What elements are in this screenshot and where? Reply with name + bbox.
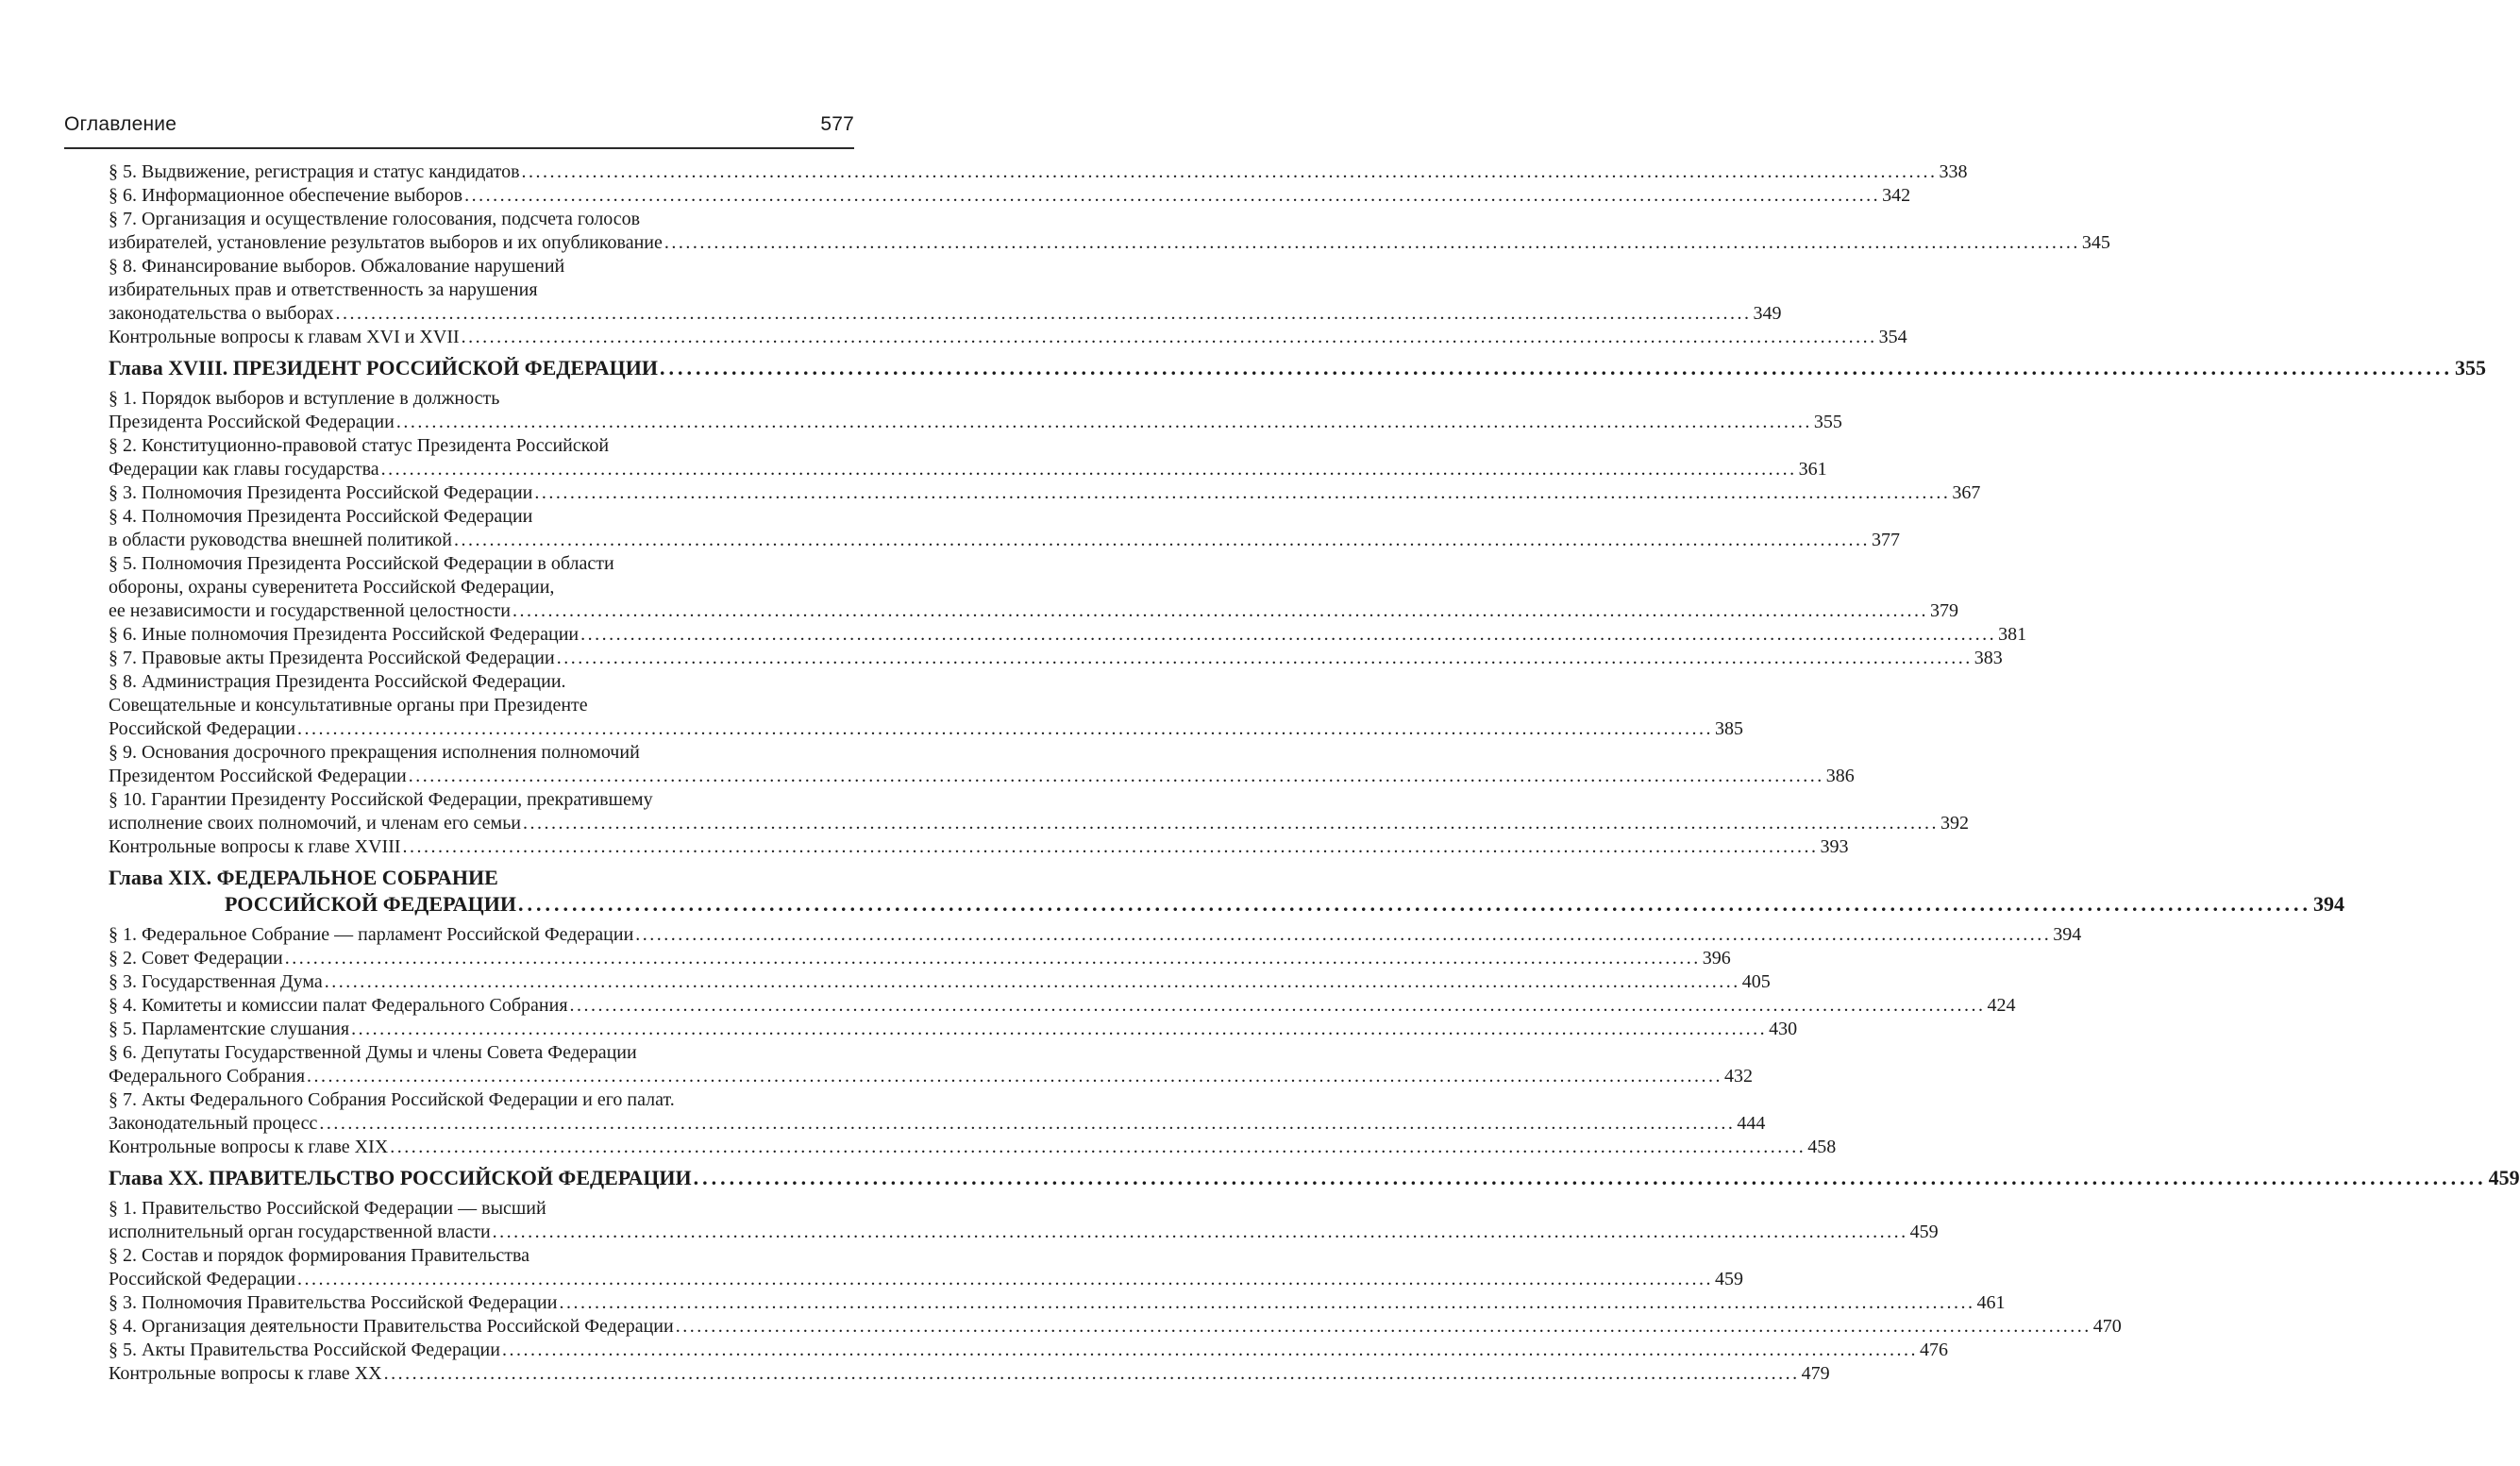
dot-leader: ........................................................................................................................................................................................................: [380, 459, 1797, 480]
dot-leader: ........................................................................................................................................................................................................: [454, 530, 1870, 550]
toc-page-number: 470: [2092, 1316, 2122, 1337]
dot-leader: ........................................................................................................................................................................................................: [461, 327, 1877, 347]
toc-section-entry[interactable]: [109, 505, 1900, 552]
toc-page-number: 345: [2081, 232, 2110, 253]
dot-leader: ........................................................................................................................................................................................................: [635, 924, 2052, 945]
toc-section-entry[interactable]: [109, 670, 1744, 741]
toc-page-number: 458: [1807, 1137, 1837, 1157]
toc-chapter-heading[interactable]: [109, 355, 2486, 381]
toc-entry-text: § 4. Комитеты и комиссии палат Федерального Собрания: [109, 995, 568, 1016]
toc-entry-line: [109, 1221, 1939, 1244]
toc-entry-line: [109, 458, 1827, 481]
toc-entry-line: [109, 891, 2344, 918]
toc-entry-text: Контрольные вопросы к главам XVI и XVII: [109, 327, 460, 347]
table-of-contents: [109, 160, 2520, 1386]
toc-entry-line: [109, 355, 2486, 381]
toc-entry-line: [109, 1268, 1744, 1291]
toc-entry-text: § 1. Федеральное Собрание — парламент Российской Федерации: [109, 924, 634, 945]
toc-entry-line: [109, 1339, 1948, 1362]
toc-page-number: 405: [1741, 971, 1771, 992]
toc-section-entry[interactable]: [109, 1315, 2122, 1339]
toc-section-entry[interactable]: [109, 947, 1731, 970]
toc-entry-text: § 6. Иные полномочия Президента Российской Федерации: [109, 624, 580, 645]
toc-entry-line: § 2. Конституционно-правовой статус Президента Российской: [109, 435, 610, 456]
toc-entry-line: § 10. Гарантии Президенту Российской Федерации, прекратившему: [109, 789, 653, 810]
toc-section-entry[interactable]: [109, 387, 1842, 434]
toc-entry-text: Контрольные вопросы к главе XX: [109, 1363, 382, 1384]
dot-leader: ........................................................................................................................................................................................................: [521, 161, 1938, 182]
toc-review-questions[interactable]: [109, 1136, 1837, 1159]
toc-entry-line: [109, 1065, 1754, 1088]
toc-entry-line: § 9. Основания досрочного прекращения исполнения полномочий: [109, 742, 640, 763]
toc-page-number: 342: [1882, 185, 1911, 206]
dot-leader: ........................................................................................................................................................................................................: [464, 185, 1881, 206]
toc-entry-text: Глава XVIII. ПРЕЗИДЕНТ РОССИЙСКОЙ ФЕДЕРАЦИИ: [109, 356, 658, 379]
dot-leader: ........................................................................................................................................................................................................: [693, 1166, 2487, 1189]
dot-leader: ........................................................................................................................................................................................................: [675, 1316, 2092, 1337]
toc-entry-text: Глава XX. ПРАВИТЕЛЬСТВО РОССИЙСКОЙ ФЕДЕРАЦИИ: [109, 1166, 692, 1189]
toc-entry-line: Совещательные и консультативные органы при Президенте: [109, 695, 588, 716]
toc-section-entry[interactable]: [109, 741, 1855, 788]
toc-page-number: 424: [1987, 995, 2016, 1016]
toc-entry-text: в области руководства внешней политикой: [109, 530, 452, 550]
toc-entry-text: § 7. Правовые акты Президента Российской Федерации: [109, 648, 555, 668]
toc-entry-text: законодательства о выборах: [109, 303, 334, 324]
toc-entry-line: [109, 1136, 1837, 1159]
toc-entry-line: [109, 599, 1958, 623]
toc-section-entry[interactable]: [109, 788, 1970, 835]
toc-section-entry[interactable]: [109, 1041, 1754, 1088]
dot-leader: ........................................................................................................................................................................................................: [319, 1113, 1736, 1134]
toc-entry-line: § 8. Администрация Президента Российской Федерации.: [109, 671, 566, 692]
toc-section-entry[interactable]: [109, 184, 1911, 208]
toc-page-number: 461: [1976, 1292, 2006, 1313]
toc-entry-line: [109, 835, 1849, 859]
toc-section-entry[interactable]: [109, 994, 2016, 1018]
toc-section-entry[interactable]: [109, 255, 1782, 326]
dot-leader: ........................................................................................................................................................................................................: [501, 1340, 1918, 1360]
toc-section-entry[interactable]: [109, 1197, 1939, 1244]
toc-entry-text: Российской Федерации: [109, 718, 296, 739]
toc-page-number: 476: [1919, 1340, 1948, 1360]
dot-leader: ........................................................................................................................................................................................................: [517, 892, 2311, 916]
toc-entry-text: исполнение своих полномочий, и членам его семьи: [109, 813, 522, 834]
toc-page-number: 393: [1820, 836, 1849, 857]
toc-entry-line: [109, 812, 1970, 835]
toc-entry-line: [109, 623, 2027, 647]
toc-entry-line: [109, 923, 2082, 947]
toc-section-entry[interactable]: [109, 970, 1771, 994]
toc-page-number: 379: [1930, 600, 1958, 621]
toc-page-number: 430: [1769, 1019, 1798, 1039]
toc-page-number: 386: [1825, 766, 1855, 786]
toc-entry-line: [109, 1018, 1798, 1041]
toc-entry-line: § 5. Полномочия Президента Российской Федерации в области: [109, 553, 614, 574]
toc-entry-line: § 8. Финансирование выборов. Обжалование нарушений: [109, 256, 565, 277]
toc-section-entry[interactable]: [109, 923, 2082, 947]
toc-entry-line: [109, 326, 1907, 349]
toc-entry-text: § 3. Полномочия Правительства Российской Федерации: [109, 1292, 558, 1313]
toc-entry-line: [109, 411, 1842, 434]
dot-leader: ........................................................................................................................................................................................................: [523, 813, 1940, 834]
toc-entry-text: ее независимости и государственной целостности: [109, 600, 511, 621]
toc-entry-text: Федерации как главы государства: [109, 459, 379, 480]
toc-page-number: 367: [1952, 482, 1981, 503]
toc-section-entry[interactable]: [109, 1244, 1744, 1291]
toc-page-number: 392: [1940, 813, 1970, 834]
toc-review-questions[interactable]: [109, 1362, 1830, 1386]
running-header-title: Оглавление: [64, 113, 177, 135]
toc-entry-text: § 4. Организация деятельности Правительства Российской Федерации: [109, 1316, 674, 1337]
toc-entry-line: § 7. Акты Федерального Собрания Российской Федерации и его палат.: [109, 1089, 675, 1110]
toc-entry-text: избирателей, установление результатов выборов и их опубликование: [109, 232, 663, 253]
toc-page-number: 394: [2312, 892, 2344, 916]
dot-leader: ........................................................................................................................................................................................................: [335, 303, 1752, 324]
toc-page-number: 355: [2454, 356, 2486, 379]
toc-section-entry[interactable]: [109, 623, 2027, 647]
toc-entry-line: [109, 1362, 1830, 1386]
dot-leader: ........................................................................................................................................................................................................: [559, 1292, 1975, 1313]
running-header: [64, 111, 854, 149]
dot-leader: ........................................................................................................................................................................................................: [324, 971, 1740, 992]
toc-section-entry[interactable]: [109, 208, 2110, 255]
toc-entry-text: § 3. Полномочия Президента Российской Федерации: [109, 482, 533, 503]
toc-page-number: 394: [2053, 924, 2082, 945]
toc-entry-text: Федерального Собрания: [109, 1066, 306, 1087]
toc-entry-line: [109, 302, 1782, 326]
dot-leader: ........................................................................................................................................................................................................: [580, 624, 1997, 645]
toc-section-entry[interactable]: [109, 1291, 2006, 1315]
dot-leader: ........................................................................................................................................................................................................: [307, 1066, 1723, 1087]
dot-leader: ........................................................................................................................................................................................................: [556, 648, 1973, 668]
toc-entry-line: [109, 1165, 2520, 1191]
toc-entry-line: [109, 160, 1968, 184]
toc-chapter-heading[interactable]: [109, 1165, 2520, 1191]
toc-entry-text: Законодательный процесс: [109, 1113, 318, 1134]
dot-leader: ........................................................................................................................................................................................................: [659, 356, 2453, 379]
toc-entry-line: [109, 765, 1855, 788]
toc-entry-line: [109, 481, 1981, 505]
dot-leader: ........................................................................................................................................................................................................: [395, 412, 1812, 432]
toc-page-number: 396: [1702, 948, 1731, 969]
toc-entry-text: исполнительный орган государственной власти: [109, 1222, 491, 1242]
toc-entry-line: § 1. Порядок выборов и вступление в должность: [109, 388, 500, 409]
dot-leader: ........................................................................................................................................................................................................: [408, 766, 1824, 786]
dot-leader: ........................................................................................................................................................................................................: [297, 1269, 1714, 1289]
toc-entry-text: § 5. Парламентские слушания: [109, 1019, 350, 1039]
dot-leader: ........................................................................................................................................................................................................: [297, 718, 1714, 739]
toc-entry-text: § 2. Совет Федерации: [109, 948, 283, 969]
toc-entry-line: [109, 529, 1900, 552]
toc-entry-line: § 2. Состав и порядок формирования Правительства: [109, 1245, 530, 1266]
toc-page-number: 338: [1939, 161, 1968, 182]
toc-review-questions[interactable]: [109, 835, 1849, 859]
toc-entry-line: обороны, охраны суверенитета Российской Федерации,: [109, 577, 555, 598]
toc-page-number: 459: [1715, 1269, 1744, 1289]
toc-entry-line: [109, 970, 1771, 994]
toc-page-number: 349: [1753, 303, 1782, 324]
toc-section-entry[interactable]: [109, 647, 2003, 670]
toc-entry-text: Контрольные вопросы к главе XVIII: [109, 836, 401, 857]
toc-page-number: 459: [1909, 1222, 1939, 1242]
toc-section-entry[interactable]: [109, 552, 1958, 623]
toc-page-number: 444: [1737, 1113, 1766, 1134]
toc-page-number: 479: [1801, 1363, 1830, 1384]
dot-leader: ........................................................................................................................................................................................................: [569, 995, 1986, 1016]
toc-entry-line: § 1. Правительство Российской Федерации — высший: [109, 1198, 546, 1219]
toc-entry-line: § 4. Полномочия Президента Российской Федерации: [109, 506, 533, 527]
toc-entry-text: § 3. Государственная Дума: [109, 971, 323, 992]
dot-leader: ........................................................................................................................................................................................................: [492, 1222, 1908, 1242]
toc-section-entry[interactable]: [109, 1088, 1766, 1136]
toc-entry-line: [109, 184, 1911, 208]
toc-entry-line: [109, 717, 1744, 741]
toc-entry-line: [109, 647, 2003, 670]
toc-chapter-heading[interactable]: [109, 865, 2344, 918]
toc-entry-text: § 5. Выдвижение, регистрация и статус кандидатов: [109, 161, 520, 182]
toc-page-number: 355: [1813, 412, 1842, 432]
toc-page-number: 354: [1878, 327, 1907, 347]
toc-page-number: 383: [1974, 648, 2003, 668]
dot-leader: ........................................................................................................................................................................................................: [534, 482, 1951, 503]
toc-entry-line: [109, 994, 2016, 1018]
toc-entry-line: § 7. Организация и осуществление голосования, подсчета голосов: [109, 209, 641, 229]
toc-entry-line: [109, 231, 2110, 255]
dot-leader: ........................................................................................................................................................................................................: [351, 1019, 1768, 1039]
toc-entry-line: [109, 1315, 2122, 1339]
toc-page-number: 432: [1724, 1066, 1754, 1087]
toc-page-number: 361: [1798, 459, 1827, 480]
dot-leader: ........................................................................................................................................................................................................: [664, 232, 2080, 253]
toc-entry-line: [109, 1112, 1766, 1136]
toc-entry-line: [109, 947, 1731, 970]
toc-section-entry[interactable]: [109, 160, 1968, 184]
dot-leader: ........................................................................................................................................................................................................: [512, 600, 1928, 621]
dot-leader: ........................................................................................................................................................................................................: [390, 1137, 1806, 1157]
toc-entry-line: [109, 1291, 2006, 1315]
toc-section-entry[interactable]: [109, 434, 1827, 481]
toc-section-entry[interactable]: [109, 481, 1981, 505]
toc-page-number: 385: [1715, 718, 1744, 739]
toc-review-questions[interactable]: [109, 326, 1907, 349]
toc-entry-text: РОССИЙСКОЙ ФЕДЕРАЦИИ: [225, 892, 516, 916]
toc-entry-text: Российской Федерации: [109, 1269, 296, 1289]
toc-entry-text: § 6. Информационное обеспечение выборов: [109, 185, 463, 206]
toc-entry-text: Президента Российской Федерации: [109, 412, 395, 432]
toc-page-number: 381: [1998, 624, 2027, 645]
toc-entry-text: Контрольные вопросы к главе XIX: [109, 1137, 389, 1157]
dot-leader: ........................................................................................................................................................................................................: [402, 836, 1819, 857]
page-number: 577: [820, 113, 854, 135]
toc-entry-text: Президентом Российской Федерации: [109, 766, 407, 786]
toc-entry-text: § 5. Акты Правительства Российской Федерации: [109, 1340, 500, 1360]
toc-entry-line: Глава XIX. ФЕДЕРАЛЬНОЕ СОБРАНИЕ: [109, 866, 498, 889]
toc-page-number: 377: [1872, 530, 1900, 550]
toc-page-number: 459: [2488, 1166, 2520, 1189]
toc-entry-line: § 6. Депутаты Государственной Думы и члены Совета Федерации: [109, 1042, 637, 1063]
toc-section-entry[interactable]: [109, 1339, 1948, 1362]
toc-section-entry[interactable]: [109, 1018, 1798, 1041]
dot-leader: ........................................................................................................................................................................................................: [383, 1363, 1800, 1384]
toc-entry-line: избирательных прав и ответственность за нарушения: [109, 279, 538, 300]
dot-leader: ........................................................................................................................................................................................................: [284, 948, 1701, 969]
